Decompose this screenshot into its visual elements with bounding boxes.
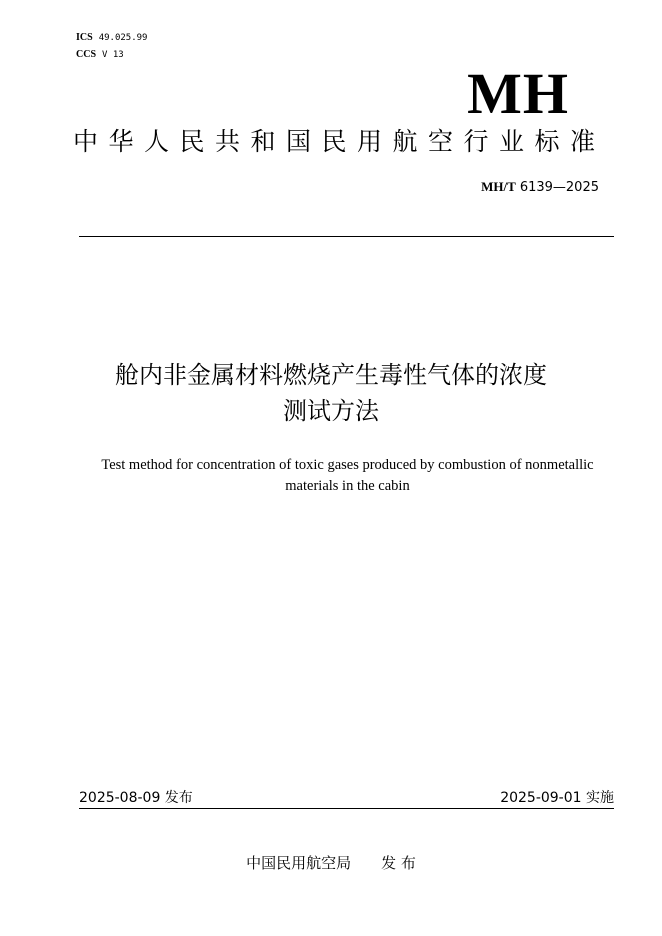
standard-number-prefix: MH/T	[481, 179, 516, 194]
title-cn-line-1: 舱内非金属材料燃烧产生毒性气体的浓度	[115, 361, 547, 389]
issue-date: 2025-08-09 发布	[79, 790, 193, 806]
ccs-value: V 13	[102, 50, 124, 60]
title-en-line-2: materials in the cabin	[285, 478, 410, 494]
mh-logo: MH	[467, 61, 569, 126]
standard-number	[481, 178, 599, 197]
implementation-date: 2025-09-01 实施	[500, 790, 614, 806]
issuer-name: 中国民用航空局	[246, 854, 352, 872]
top-divider	[79, 236, 614, 237]
ccs-code	[76, 49, 124, 61]
document-title-chinese	[0, 357, 662, 429]
issuing-authority	[0, 853, 662, 873]
title-en-line-1: Test method for concentration of toxic gases produced by combustion of nonmetallic	[101, 457, 594, 473]
standard-number-value: 6139—2025	[519, 180, 599, 195]
bottom-divider	[79, 808, 614, 809]
issue-word: 发 布	[381, 854, 416, 872]
ics-label: ICS	[76, 32, 93, 43]
document-title-english	[60, 455, 635, 497]
ics-code	[76, 32, 147, 44]
title-cn-line-2: 测试方法	[283, 397, 379, 425]
ccs-label: CCS	[76, 49, 97, 60]
standard-type-title: 中华人民共和国民用航空行业标准	[73, 127, 606, 156]
ics-value: 49.025.99	[98, 33, 148, 43]
